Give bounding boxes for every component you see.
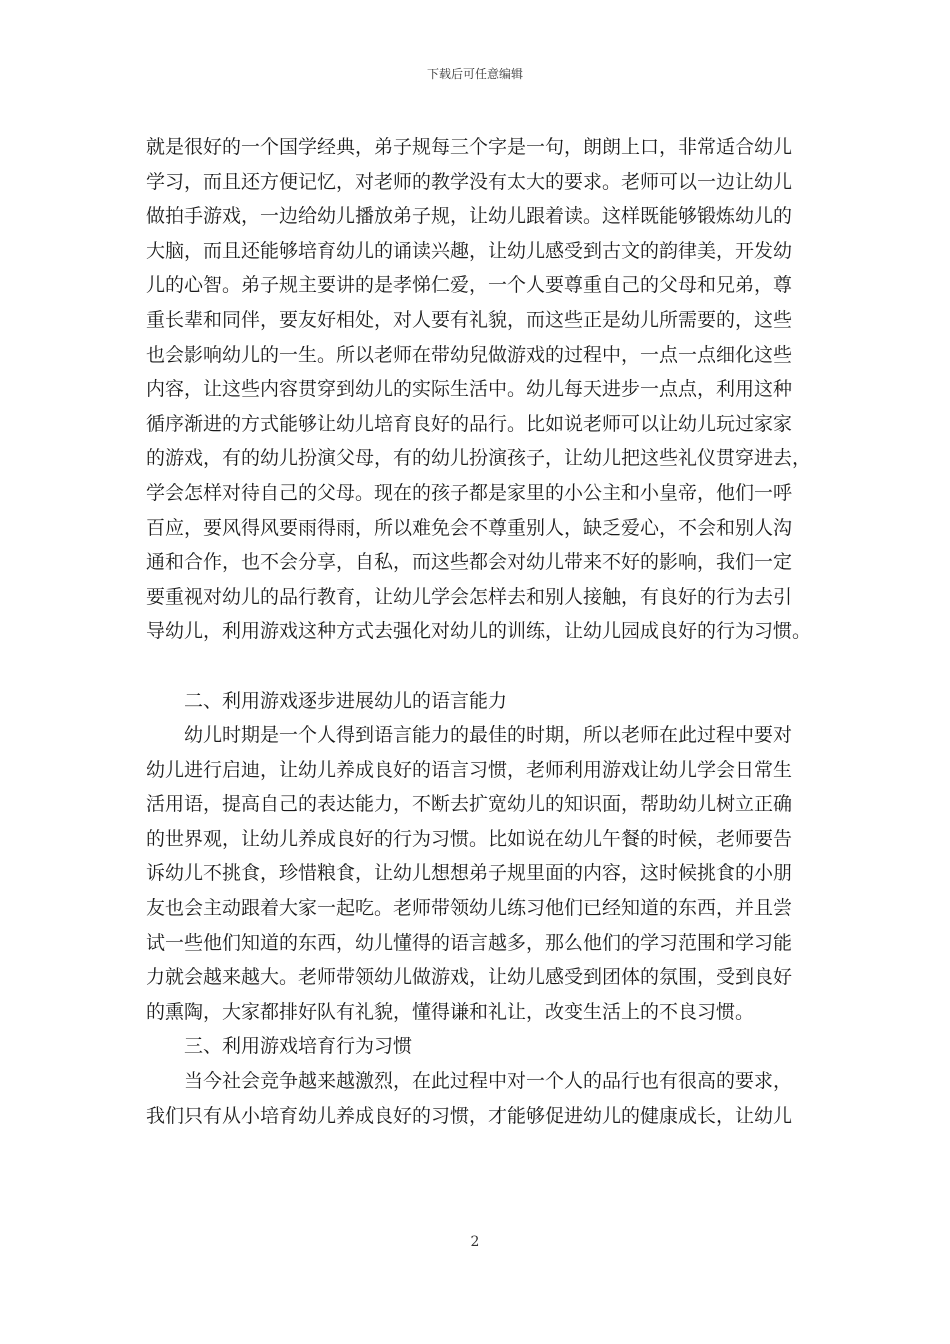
text-line: 学习，而且还方便记忆，对老师的教学没有太大的要求。老师可以一边让幼儿 — [146, 170, 793, 193]
text-line: 做拍手游戏，一边给幼儿播放弟子规，让幼儿跟着读。这样既能够锻炼幼儿的 — [146, 205, 793, 228]
text-line: 幼儿时期是一个人得到语言能力的最佳的时期，所以老师在此过程中要对 — [184, 724, 793, 747]
text-line: 重长辈和同伴，要友好相处，对人要有礼貌，而这些正是幼儿所需要的，这些 — [146, 308, 793, 331]
section-3 — [146, 1029, 814, 1133]
text-line: 就是很好的一个国学经典，弟子规每三个字是一句，朗朗上口，非常适合幼儿 — [146, 136, 793, 158]
text-line: 的游戏，有的幼儿扮演父母，有的幼儿扮演孩子，让幼儿把这些礼仪贯穿进去， — [146, 447, 812, 470]
text-line: 循序渐进的方式能够让幼儿培育良好的品行。比如说老师可以让幼儿玩过家家 — [146, 412, 793, 435]
text-line: 导幼儿，利用游戏这种方式去强化对幼儿的训练，让幼儿园成良好的行为习惯。 — [146, 620, 812, 643]
page-number: 2 — [470, 1234, 480, 1250]
text-line: 我们只有从小培育幼儿养成良好的习惯，才能够促进幼儿的健康成长，让幼儿 — [146, 1104, 793, 1127]
section-heading: 三、利用游戏培育行为习惯 — [184, 1035, 413, 1058]
text-line: 大脑，而且还能够培育幼儿的诵读兴趣，让幼儿感受到古文的韵律美，开发幼 — [146, 239, 793, 262]
page-header: 下载后可任意编辑 — [426, 67, 523, 81]
text-line: 也会影响幼儿的一生。所以老师在带幼兒做游戏的过程中，一点一点细化这些 — [146, 343, 793, 366]
text-line: 的熏陶，大家都排好队有礼貌，懂得谦和礼让，改变生活上的不良习惯。 — [146, 1000, 755, 1023]
text-line: 百应，要风得风要雨得雨，所以难免会不尊重别人，缺乏爱心，不会和别人沟 — [146, 516, 793, 539]
section-2 — [146, 684, 814, 1030]
section-heading: 二、利用游戏逐步进展幼儿的语言能力 — [184, 689, 508, 712]
text-line: 友也会主动跟着大家一起吃。老师带领幼儿练习他们已经知道的东西，并且尝 — [146, 897, 793, 920]
document-body — [146, 130, 814, 1133]
text-line: 力就会越来越大。老师带领幼儿做游戏，让幼儿感受到团体的氛围，受到良好 — [146, 966, 793, 989]
text-line: 内容，让这些内容贯穿到幼儿的实际生活中。幼儿每天进步一点点，利用这种 — [146, 378, 793, 401]
text-line: 学会怎样对待自己的父母。现在的孩子都是家里的小公主和小皇帝，他们一呼 — [146, 481, 793, 504]
text-line: 要重视对幼儿的品行教育，让幼儿学会怎样去和别人接触，有良好的行为去引 — [146, 585, 793, 608]
text-line: 幼儿进行启迪，让幼儿养成良好的语言习惯，老师利用游戏让幼儿学会日常生 — [146, 758, 793, 781]
paragraph-spacer — [146, 649, 814, 684]
text-line: 活用语，提高自己的表达能力，不断去扩宽幼儿的知识面，帮助幼儿树立正确 — [146, 793, 793, 816]
text-line: 通和合作，也不会分享，自私，而这些都会对幼儿带来不好的影响，我们一定 — [146, 551, 793, 574]
text-line: 的世界观，让幼儿养成良好的行为习惯。比如说在幼儿午餐的时候，老师要告 — [146, 827, 793, 850]
paragraph-1 — [146, 130, 814, 649]
text-line: 诉幼儿不挑食，珍惜粮食，让幼儿想想弟子规里面的内容，这时候挑食的小朋 — [146, 862, 793, 885]
text-line: 儿的心智。弟子规主要讲的是孝悌仁爱，一个人要尊重自己的父母和兄弟，尊 — [146, 274, 793, 297]
text-line: 试一些他们知道的东西，幼儿懂得的语言越多，那么他们的学习范围和学习能 — [146, 931, 793, 954]
text-line: 当今社会竞争越来越激烈，在此过程中对一个人的品行也有很高的要求， — [184, 1070, 793, 1093]
